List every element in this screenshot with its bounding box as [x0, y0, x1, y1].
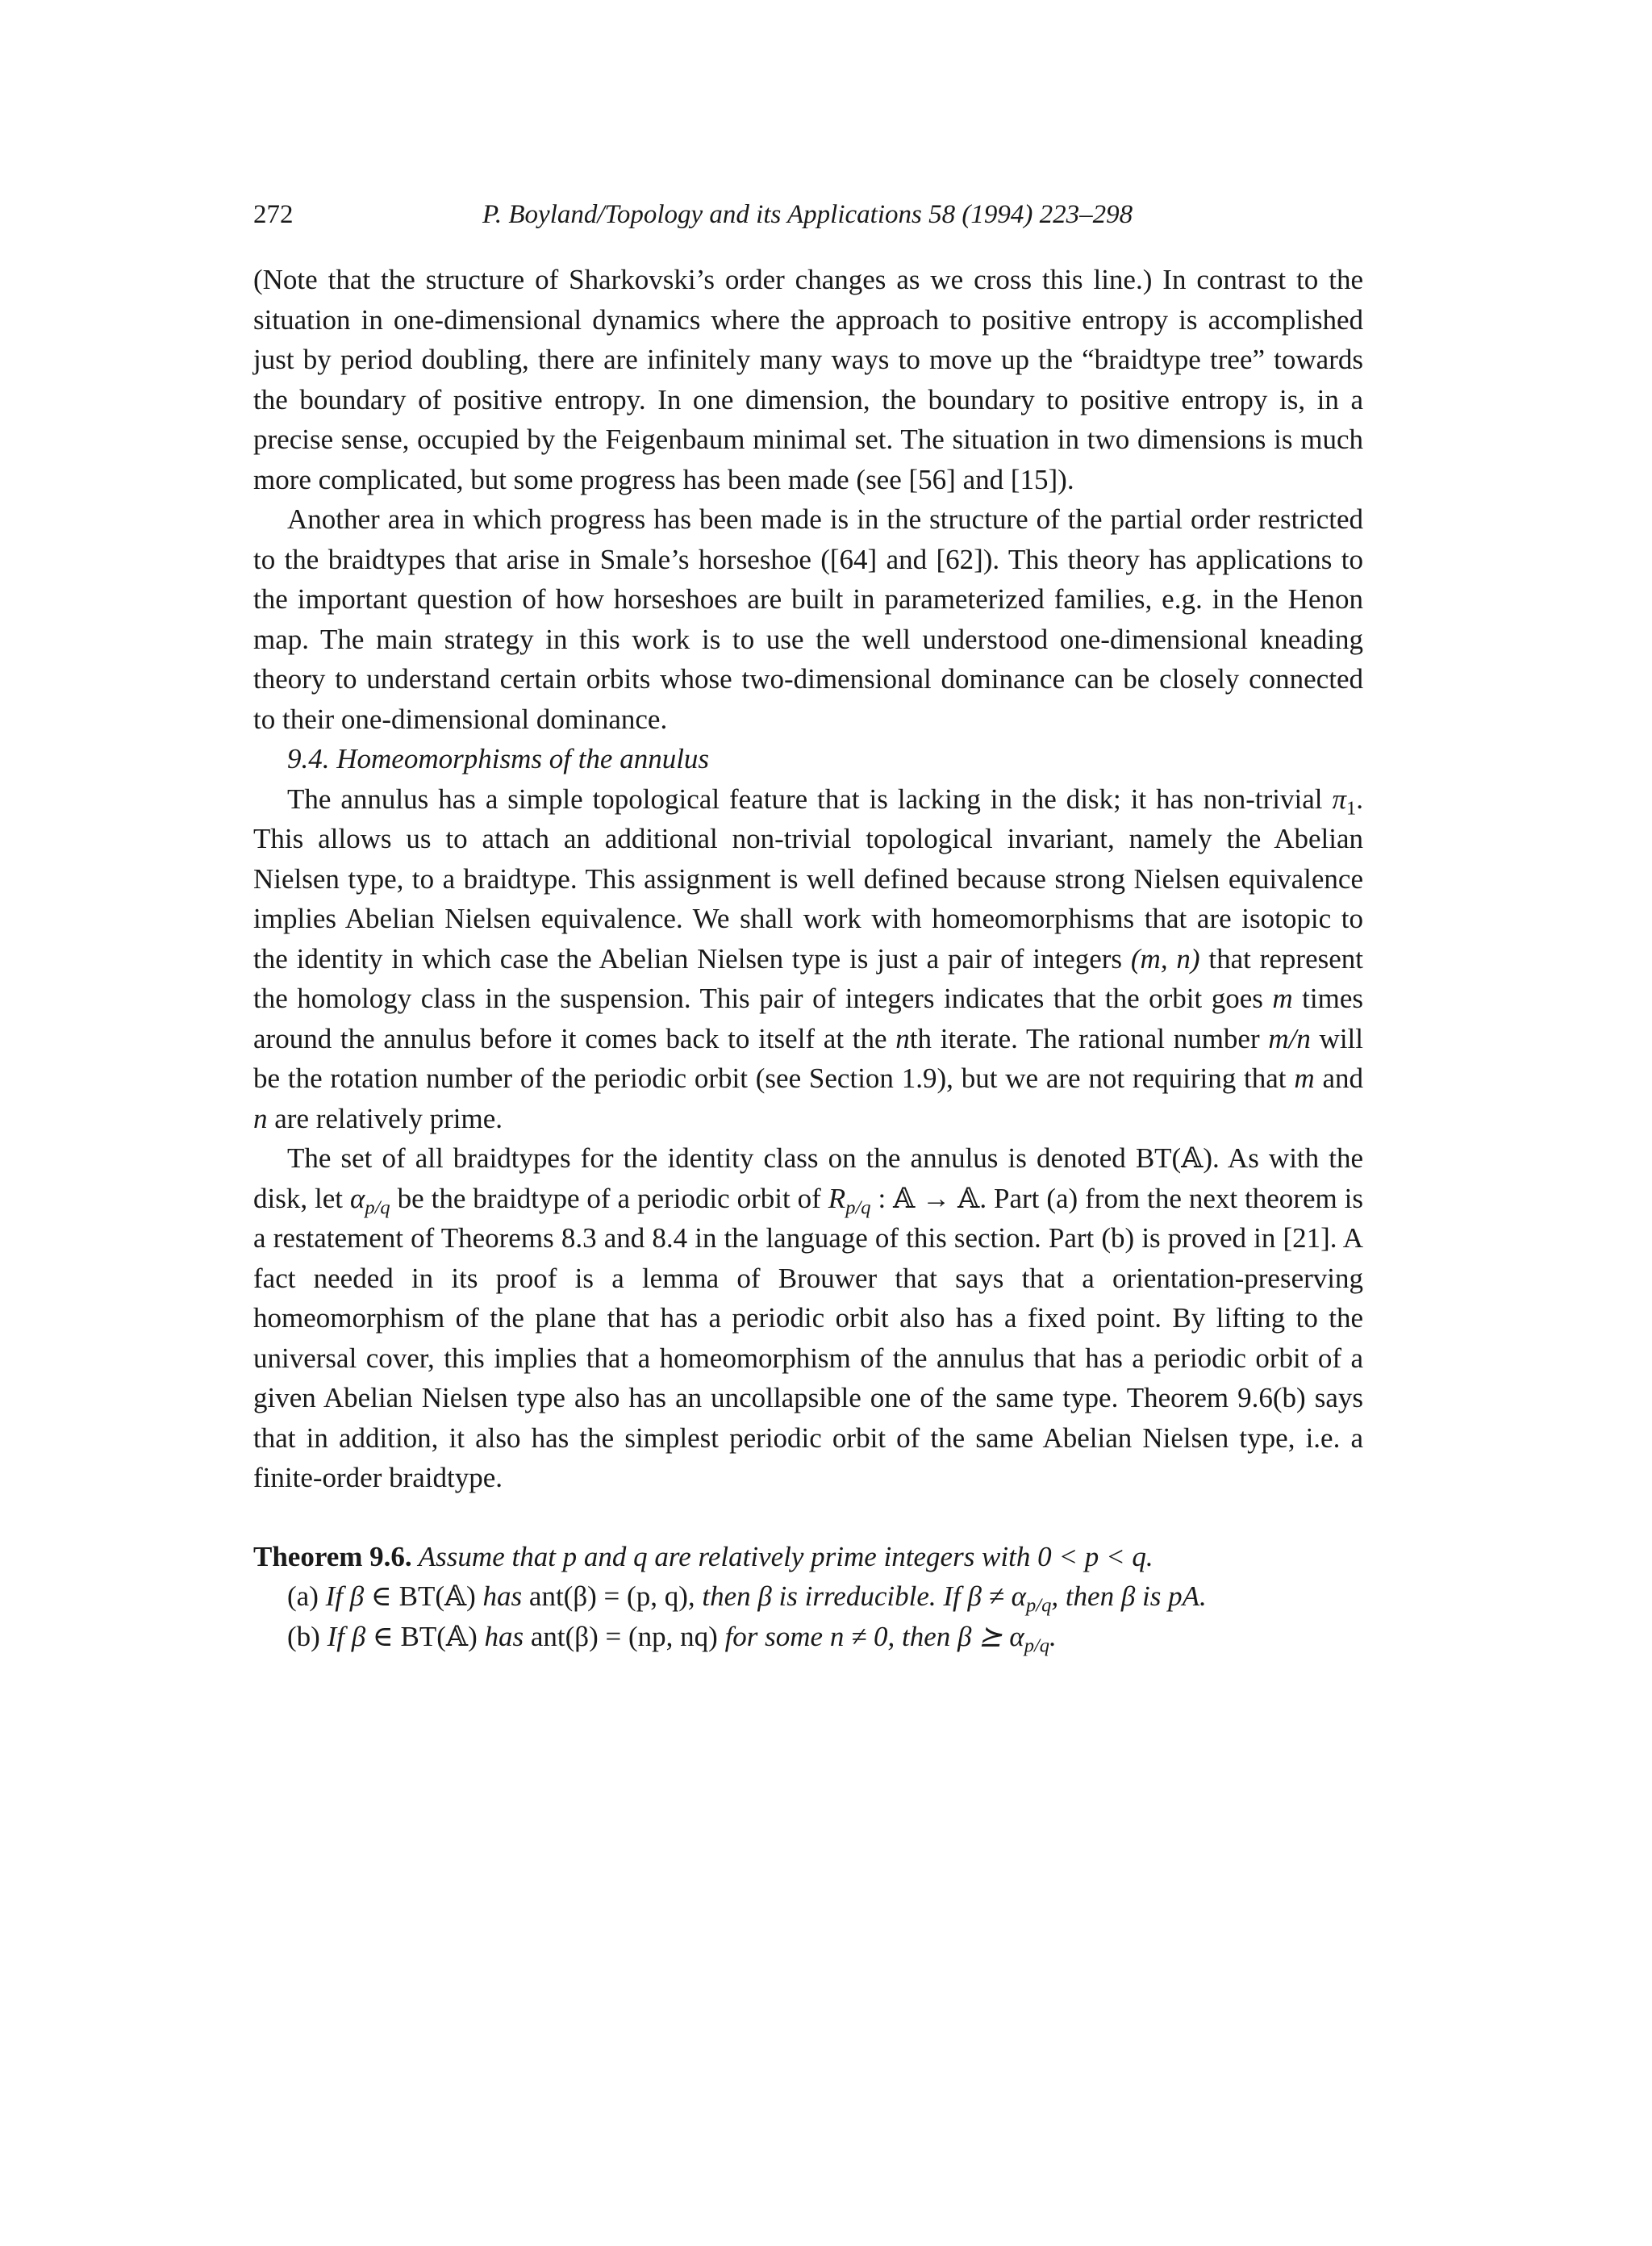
- var-n: n: [895, 1022, 910, 1054]
- part-a-text-1: If β ∈: [318, 1580, 399, 1612]
- pi-symbol: π: [1332, 783, 1346, 815]
- alpha-symbol: α: [349, 1182, 365, 1214]
- part-b-text-2: has: [477, 1620, 531, 1652]
- part-b-text-4: .: [1049, 1620, 1057, 1652]
- part-a-text-4: , then β is pA.: [1051, 1580, 1207, 1612]
- var-m-2: m: [1294, 1062, 1315, 1094]
- section-heading: 9.4. Homeomorphisms of the annulus: [287, 743, 710, 774]
- theorem-inequality: 0 < p < q: [1037, 1540, 1146, 1572]
- part-b-text-3: for some n ≠ 0, then β ⪰ α: [717, 1620, 1024, 1652]
- paragraph-1: (Note that the structure of Sharkovski’s order changes as we cross this line.) In contrast to the situation in one-dimensional dynamics where the approach to positive entropy is accomplished just by period doubling, there are infinitely many ways to move up the “braidtype tree” towards the boundary of positive entropy. In one dimension, the boundary to positive entropy is, in a precise sense, occupied by the Feigenbaum minimal set. The situation in two dimensions is much more complicated, but some progress has been made (see [56] and [15]).: [253, 264, 1363, 495]
- paragraph-3: [253, 779, 1363, 1139]
- p3-text-f: will be the rotation number of the periodic orbit (see Section 1.9), but we are not requiring that: [253, 1022, 1364, 1094]
- part-a-text-3: , then β is irreducible. If β ≠ α: [687, 1580, 1027, 1612]
- part-a-text-2: has: [475, 1580, 529, 1612]
- paragraph-4: [253, 1138, 1363, 1498]
- pi-subscript: 1: [1346, 796, 1357, 819]
- theorem-heading: Theorem 9.6.: [253, 1540, 412, 1572]
- part-b-subscript: p/q: [1024, 1634, 1049, 1656]
- theorem-text: Assume that p and q are relatively prime integers with: [411, 1540, 1038, 1572]
- p3-text-c: that represent the homology class in the suspension. This pair of integers indicates that the orbit goes: [253, 942, 1364, 1014]
- part-b-ant: ant(β) = (np, nq): [530, 1620, 718, 1652]
- theorem-part-b: [253, 1617, 1363, 1657]
- p3-text-g: and: [1314, 1062, 1363, 1094]
- p3-text-a: The annulus has a simple topological feature that is lacking in the disk; it has non-trivial: [287, 783, 1333, 815]
- var-m: m: [1272, 983, 1293, 1014]
- part-b-bt: BT(𝔸): [400, 1620, 478, 1652]
- paragraph-2: Another area in which progress has been made is in the structure of the partial order restricted to the braidtypes that arise in Smale’s horseshoe ([64] and [62]). This theory has applications to the important question of how horseshoes are built in parameterized families, e.g. in the Henon map. The main strategy in this work is to use the well understood one-dimensional kneading theory to understand certain orbits whose two-dimensional dominance can be closely connected to their one-dimensional dominance.: [253, 503, 1363, 735]
- page-body: [253, 260, 1363, 1656]
- p3-text-e: th iterate. The rational number: [909, 1022, 1269, 1054]
- part-b-label: (b): [287, 1620, 320, 1652]
- var-n-2: n: [253, 1102, 268, 1134]
- part-a-subscript: p/q: [1026, 1594, 1052, 1617]
- theorem-end: .: [1145, 1540, 1153, 1572]
- page-header: [253, 197, 1366, 232]
- part-a-label: (a): [287, 1580, 319, 1612]
- rotation-map-subscript: p/q: [845, 1196, 871, 1218]
- part-a-ant: ant(β) = (p, q): [528, 1580, 688, 1612]
- p3-text-h: are relatively prime.: [267, 1102, 503, 1134]
- pair-mn: (m, n): [1130, 942, 1200, 975]
- theorem-statement: [253, 1537, 1363, 1577]
- ratio-mn: m/n: [1268, 1022, 1311, 1054]
- p3-text-b: . This allows us to attach an additional non-trivial topological invariant, namely the Abelian Nielsen type, to a braidtype. This assignment is well defined because strong Nielsen equivalence implies Abelian Nielsen equivalence. We shall work with homeomorphisms that are isotopic to the identity in which case the Abelian Nielsen type is just a pair of integers: [253, 783, 1363, 975]
- alpha-subscript: p/q: [365, 1196, 390, 1218]
- part-a-bt: BT(𝔸): [398, 1580, 476, 1612]
- p4-text-b: be the braidtype of a periodic orbit of: [390, 1182, 828, 1214]
- theorem-9-6: [253, 1537, 1363, 1657]
- running-title: P. Boyland/Topology and its Applications 58 (1994) 223–298: [482, 200, 1133, 229]
- rotation-map-symbol: R: [828, 1182, 846, 1214]
- p4-text-c: : 𝔸 → 𝔸. Part (a) from the next theorem is a restatement of Theorems 8.3 and 8.4 in the language of this section. Part (b) is proved in [21]. A fact needed in its proof is a lemma of Brouwer that says that a orientation-preserving homeomorphism of the plane that has a periodic orbit also has a fixed point. By lifting to the universal cover, this implies that a homeomorphism of the annulus that has a periodic orbit of a given Abelian Nielsen type also has an uncollapsible one of the same type. Theorem 9.6(b) says that in addition, it also has the simplest periodic orbit of the same Abelian Nielsen type, i.e. a finite-order braidtype.: [253, 1182, 1364, 1493]
- page-number: 272: [253, 200, 294, 229]
- p4-text-a: The set of all braidtypes for the identity class on the annulus is denoted BT(𝔸). As with the disk, let: [253, 1142, 1363, 1214]
- part-b-text-1: If β ∈: [319, 1620, 401, 1652]
- p3-text-d: times around the annulus before it comes back to itself at the: [253, 983, 1363, 1054]
- theorem-part-a: [253, 1576, 1363, 1617]
